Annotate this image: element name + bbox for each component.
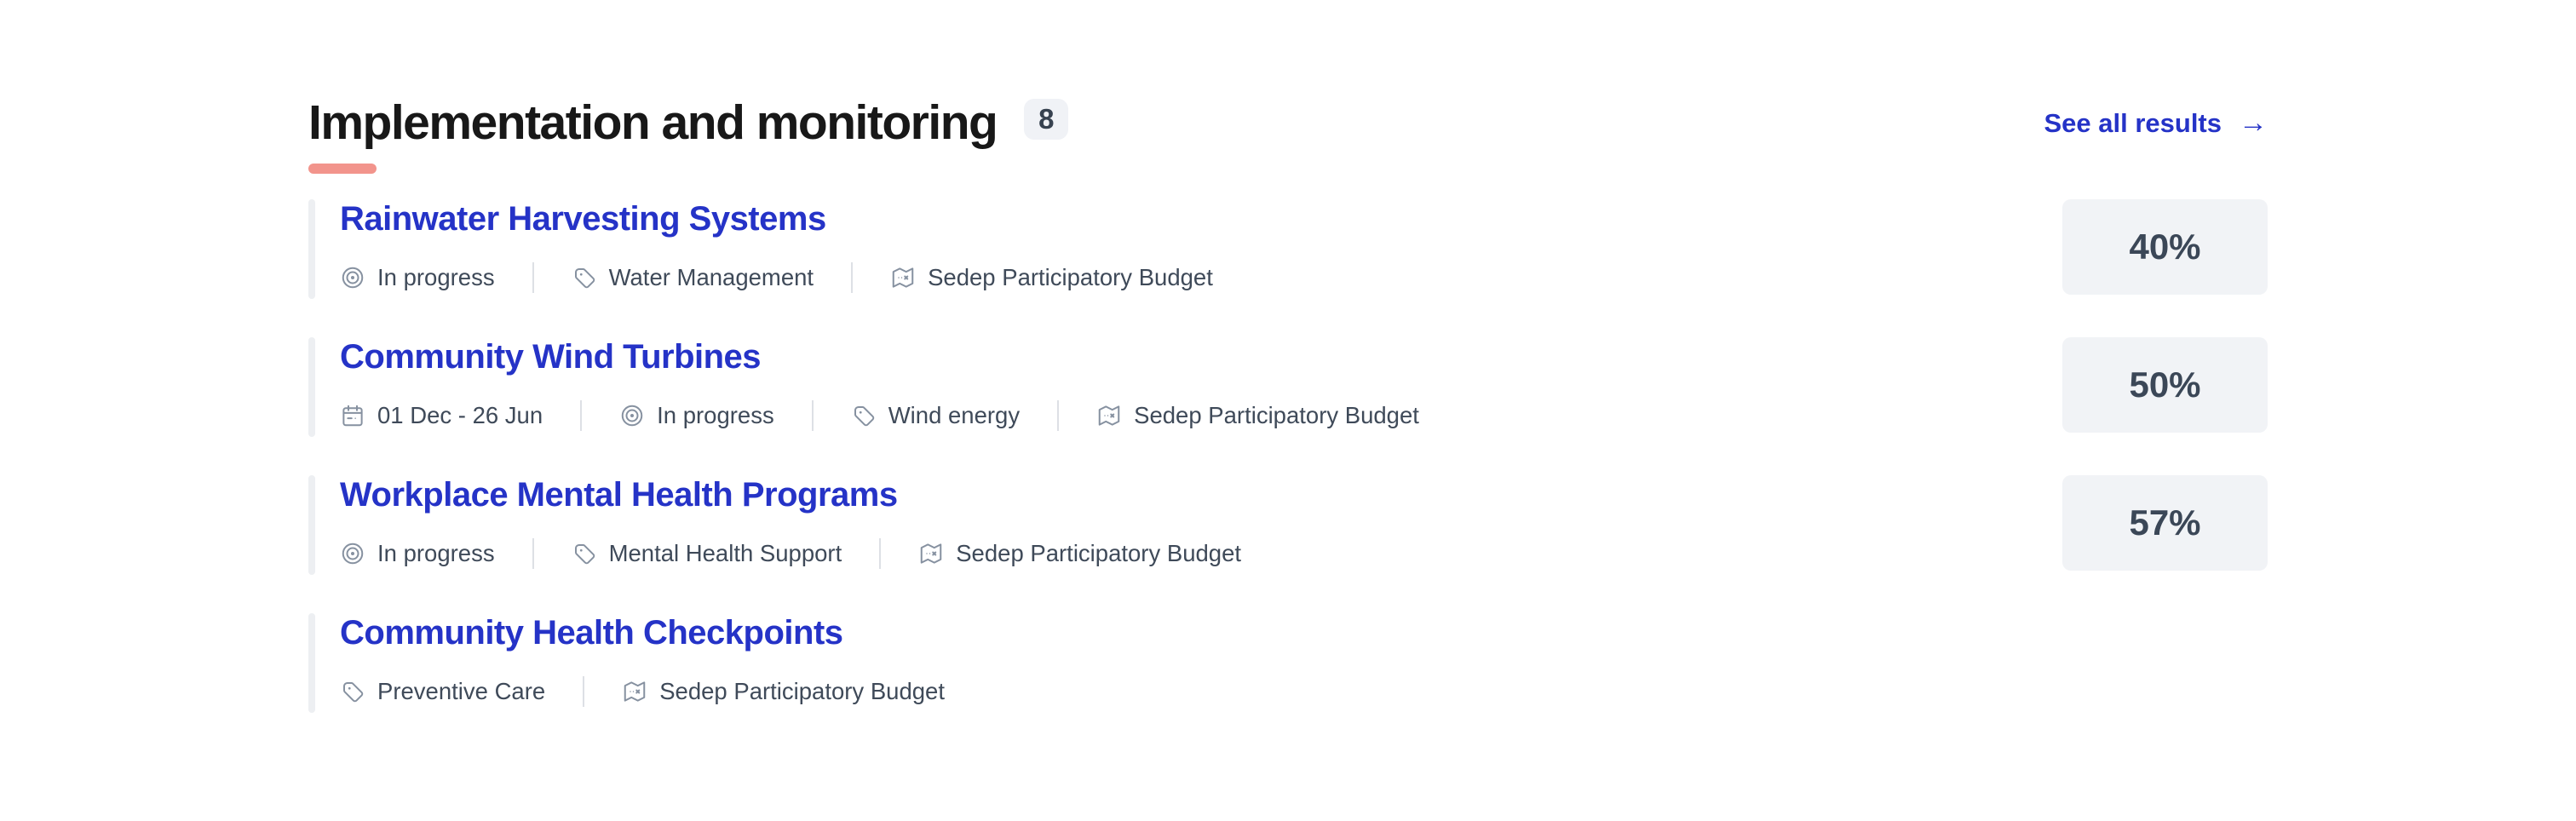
- meta-divider: [851, 262, 853, 293]
- budget-label: Sedep Participatory Budget: [659, 677, 945, 704]
- map-icon: [1096, 403, 1122, 428]
- target-icon: [340, 541, 365, 566]
- meta-divider: [812, 400, 814, 431]
- category-meta: [572, 540, 842, 567]
- meta-divider: [583, 676, 584, 707]
- calendar-icon: [340, 403, 365, 428]
- budget-label: Sedep Participatory Budget: [1134, 401, 1419, 428]
- budget-meta: [890, 264, 1213, 291]
- result-main: [340, 199, 1213, 293]
- meta-divider: [580, 400, 582, 431]
- tag-icon: [851, 403, 877, 428]
- status-meta: [340, 264, 495, 291]
- meta-divider: [1057, 400, 1059, 431]
- result-row: [308, 337, 2268, 437]
- dates-label: 01 Dec - 26 Jun: [377, 401, 543, 428]
- map-icon: [918, 541, 944, 566]
- status-meta: [619, 402, 774, 429]
- result-main: [340, 613, 945, 707]
- arrow-right-icon: →: [2239, 106, 2268, 140]
- status-label: In progress: [377, 539, 495, 566]
- budget-label: Sedep Participatory Budget: [928, 263, 1213, 290]
- result-row: [308, 475, 2268, 575]
- result-main: [340, 475, 1241, 569]
- target-icon: [340, 265, 365, 290]
- see-all-results-label: See all results: [2044, 107, 2222, 138]
- title-accent-bar: [308, 164, 377, 174]
- status-meta: [340, 540, 495, 567]
- category-label: Wind energy: [888, 401, 1021, 428]
- result-title-link[interactable]: Rainwater Harvesting Systems: [340, 199, 826, 238]
- progress-badge: 50%: [2062, 337, 2268, 433]
- dates-meta: [340, 402, 543, 429]
- category-label: Mental Health Support: [608, 539, 842, 566]
- target-icon: [619, 403, 645, 428]
- category-label: Water Management: [608, 263, 814, 290]
- meta-divider: [879, 538, 881, 569]
- result-meta: [340, 400, 1419, 431]
- map-icon: [890, 265, 916, 290]
- budget-meta: [1096, 402, 1419, 429]
- meta-divider: [532, 538, 534, 569]
- result-title-link[interactable]: Workplace Mental Health Programs: [340, 475, 898, 514]
- category-meta: [572, 264, 814, 291]
- status-label: In progress: [377, 263, 495, 290]
- result-count-badge: 8: [1024, 99, 1068, 140]
- meta-divider: [532, 262, 534, 293]
- tag-icon: [572, 265, 597, 290]
- budget-meta: [622, 678, 945, 705]
- section-title-wrap: [308, 95, 1068, 174]
- see-all-results-link[interactable]: [2044, 106, 2268, 140]
- progress-badge: 40%: [2062, 199, 2268, 295]
- category-meta: [340, 678, 545, 705]
- tag-icon: [572, 541, 597, 566]
- progress-badge: 57%: [2062, 475, 2268, 571]
- section-header: [308, 95, 2268, 174]
- result-meta: [340, 538, 1241, 569]
- results-section: [308, 95, 2268, 751]
- budget-meta: [918, 540, 1241, 567]
- result-row: [308, 199, 2268, 299]
- category-meta: [851, 402, 1020, 429]
- map-icon: [622, 679, 647, 704]
- result-main: [340, 337, 1419, 431]
- result-title-link[interactable]: Community Wind Turbines: [340, 337, 762, 376]
- tag-icon: [340, 679, 365, 704]
- category-label: Preventive Care: [377, 677, 546, 704]
- section-title: Implementation and monitoring: [308, 95, 998, 150]
- status-label: In progress: [657, 401, 774, 428]
- result-meta: [340, 262, 1213, 293]
- result-title-link[interactable]: Community Health Checkpoints: [340, 613, 843, 652]
- budget-label: Sedep Participatory Budget: [956, 539, 1242, 566]
- result-row: [308, 613, 2268, 713]
- result-meta: [340, 676, 945, 707]
- result-list: [308, 199, 2268, 713]
